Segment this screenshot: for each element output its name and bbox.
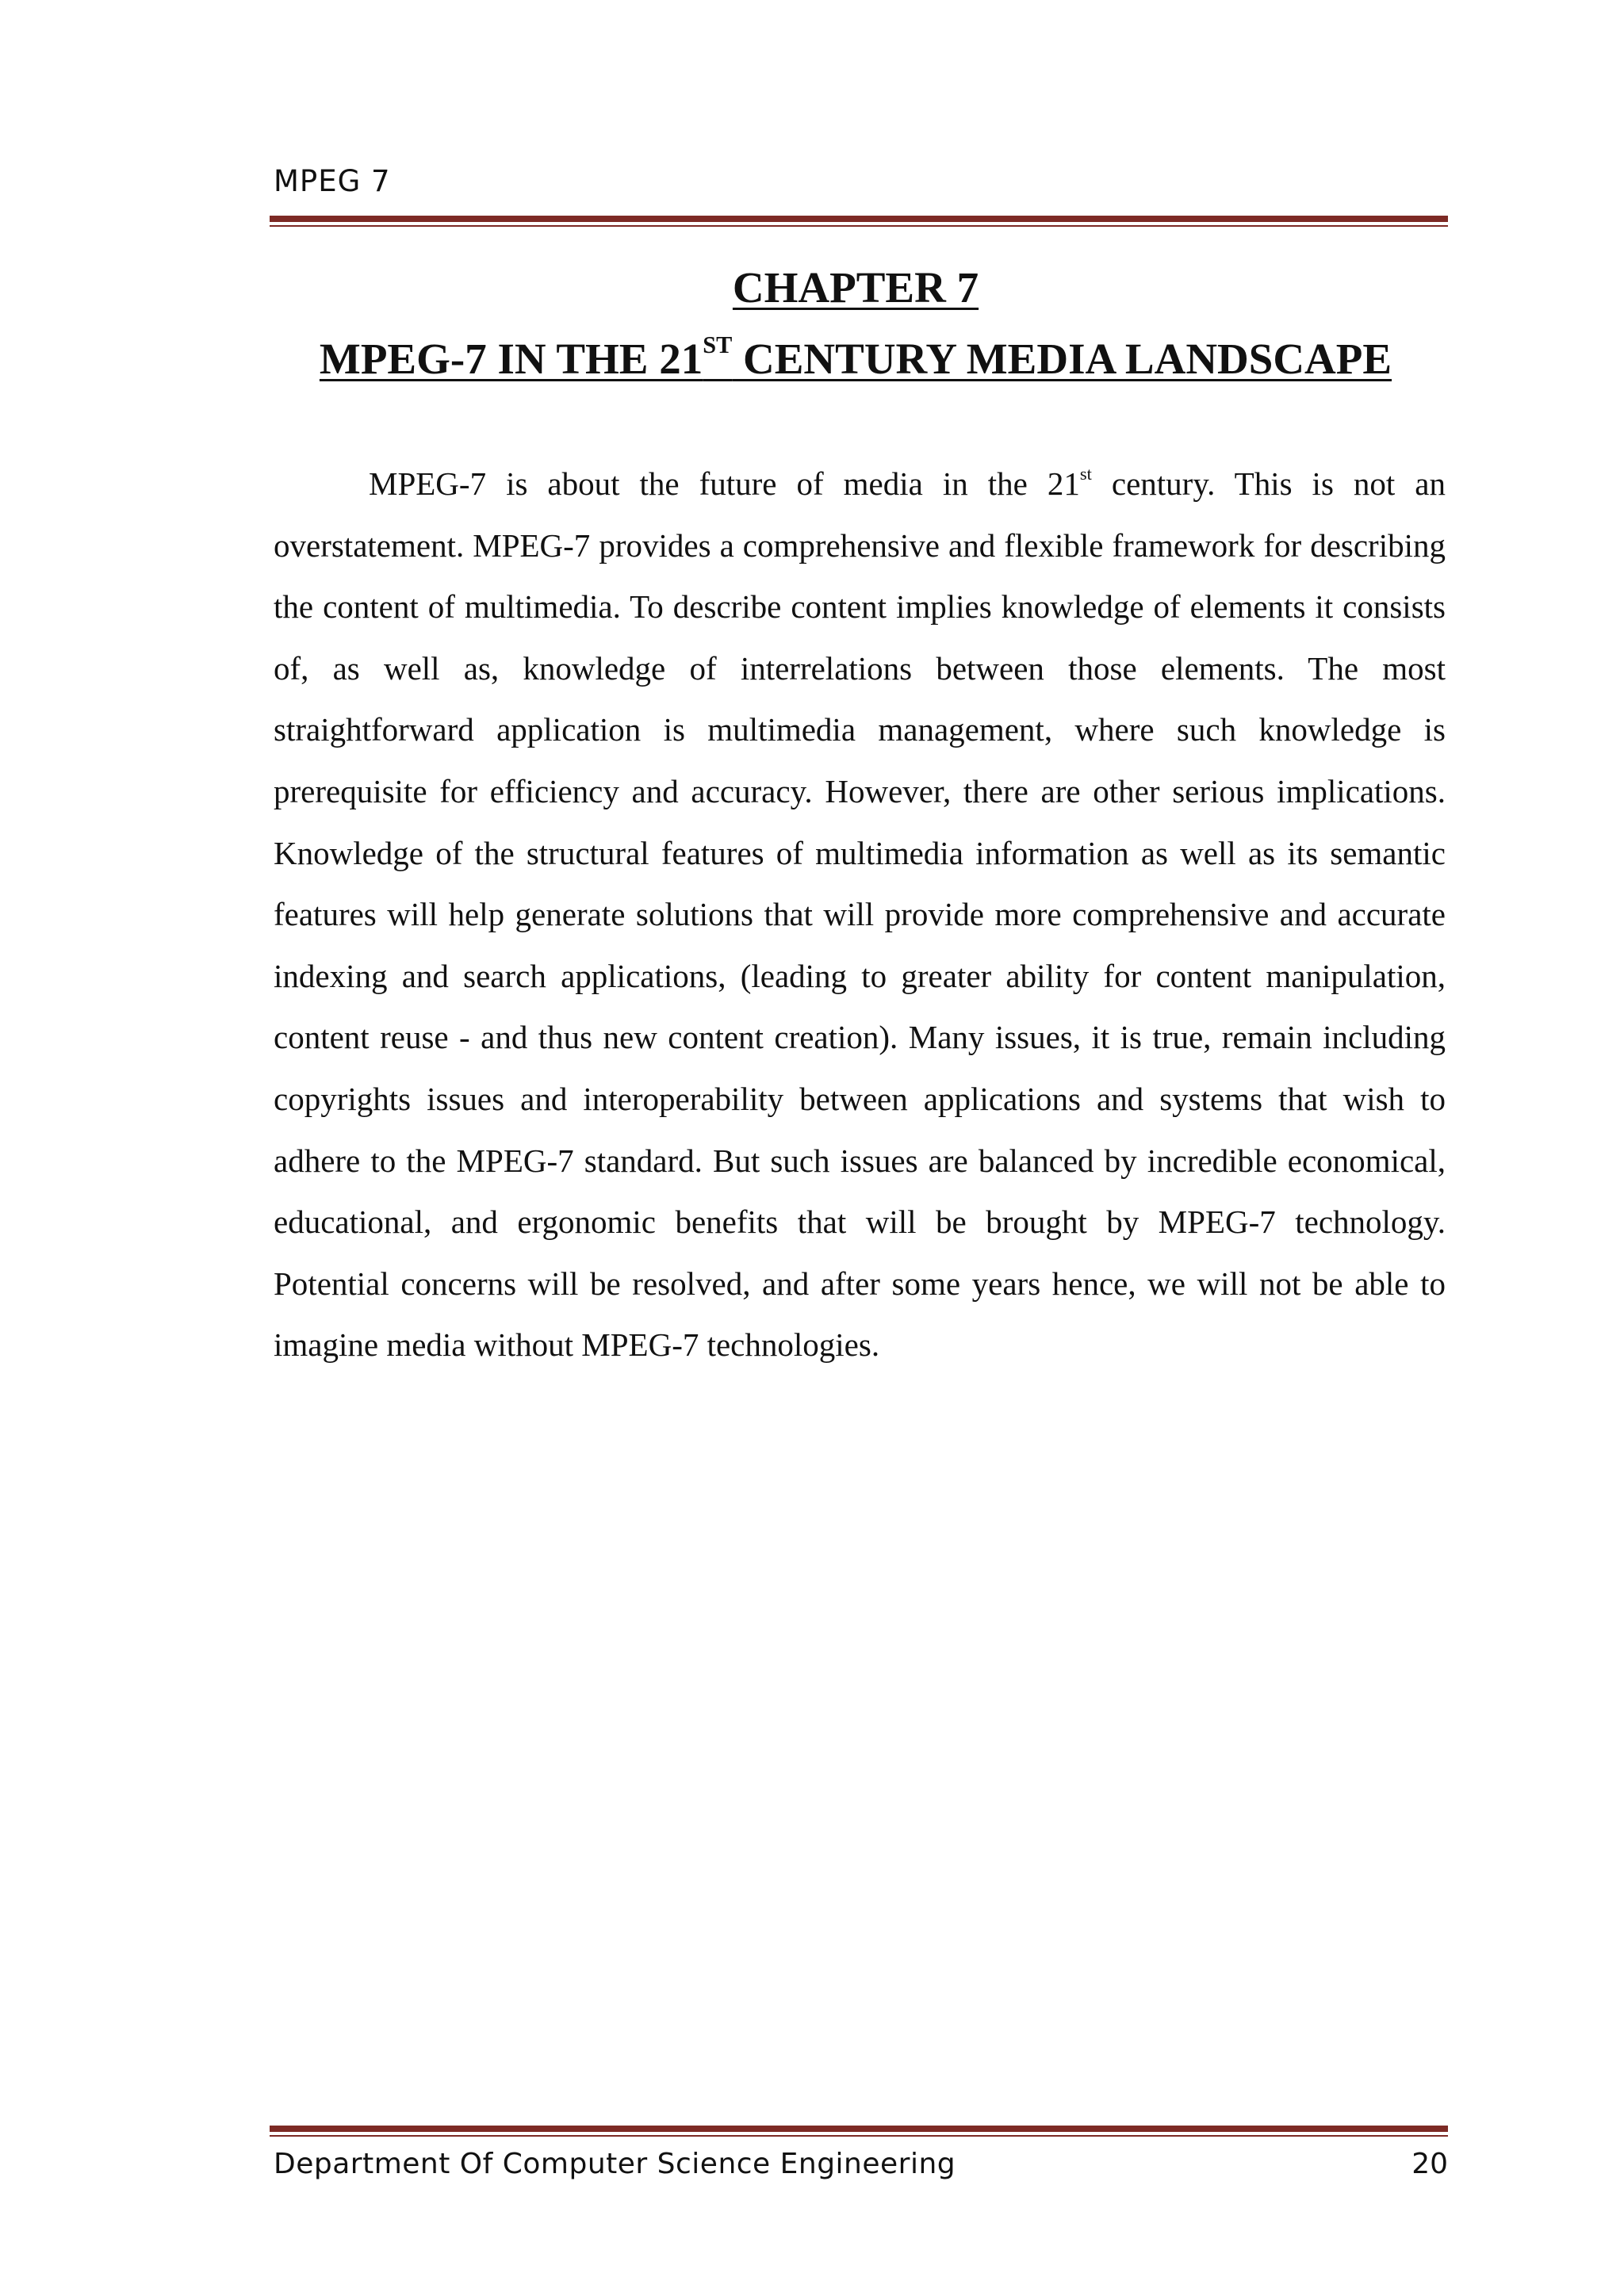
body-paragraph-superscript: st	[1079, 463, 1092, 484]
footer-divider-thin	[270, 2135, 1448, 2137]
chapter-number-heading: CHAPTER 7	[732, 263, 979, 312]
chapter-title-prefix: MPEG-7 IN THE 21	[319, 335, 703, 383]
chapter-title-suffix: CENTURY MEDIA LANDSCAPE	[732, 335, 1392, 383]
footer-page-number: 20	[1411, 2148, 1448, 2180]
header-divider-thick	[270, 216, 1448, 222]
body-paragraph	[274, 453, 1446, 1376]
chapter-title-heading	[0, 333, 1624, 385]
chapter-title-superscript: ST	[703, 331, 733, 359]
header-divider-thin	[270, 225, 1448, 227]
running-header-title: MPEG 7	[274, 164, 391, 198]
footer-divider	[270, 2126, 1448, 2137]
body-paragraph-start: MPEG-7 is about the future of media in the 21	[369, 465, 1080, 502]
body-paragraph-rest: century. This is not an overstatement. MPEG-7 provides a comprehensive and flexible framework for describing the content of multimedia. To describe content implies knowledge of elements it consists of, as well as, knowledge of interrelations between those elements. The most straightforward application is multimedia management, where such knowledge is prerequisite for efficiency and accuracy. However, there are other serious implications. Knowledge of the structural features of multimedia information as well as its semantic features will help generate solutions that will provide more comprehensive and accurate indexing and search applications, (leading to greater ability for content manipulation, content reuse - and thus new content creation). Many issues, it is true, remain including copyrights issues and interoperability between applications and systems that wish to adhere to the MPEG-7 standard. But such issues are balanced by incredible economical, educational, and ergonomic benefits that will be brought by MPEG-7 technology. Potential concerns will be resolved, and after some years hence, we will not be able to imagine media without MPEG-7 technologies.	[274, 465, 1446, 1364]
footer-department: Department Of Computer Science Engineering	[274, 2148, 956, 2180]
footer-divider-thick	[270, 2126, 1448, 2132]
header-divider	[270, 216, 1448, 227]
